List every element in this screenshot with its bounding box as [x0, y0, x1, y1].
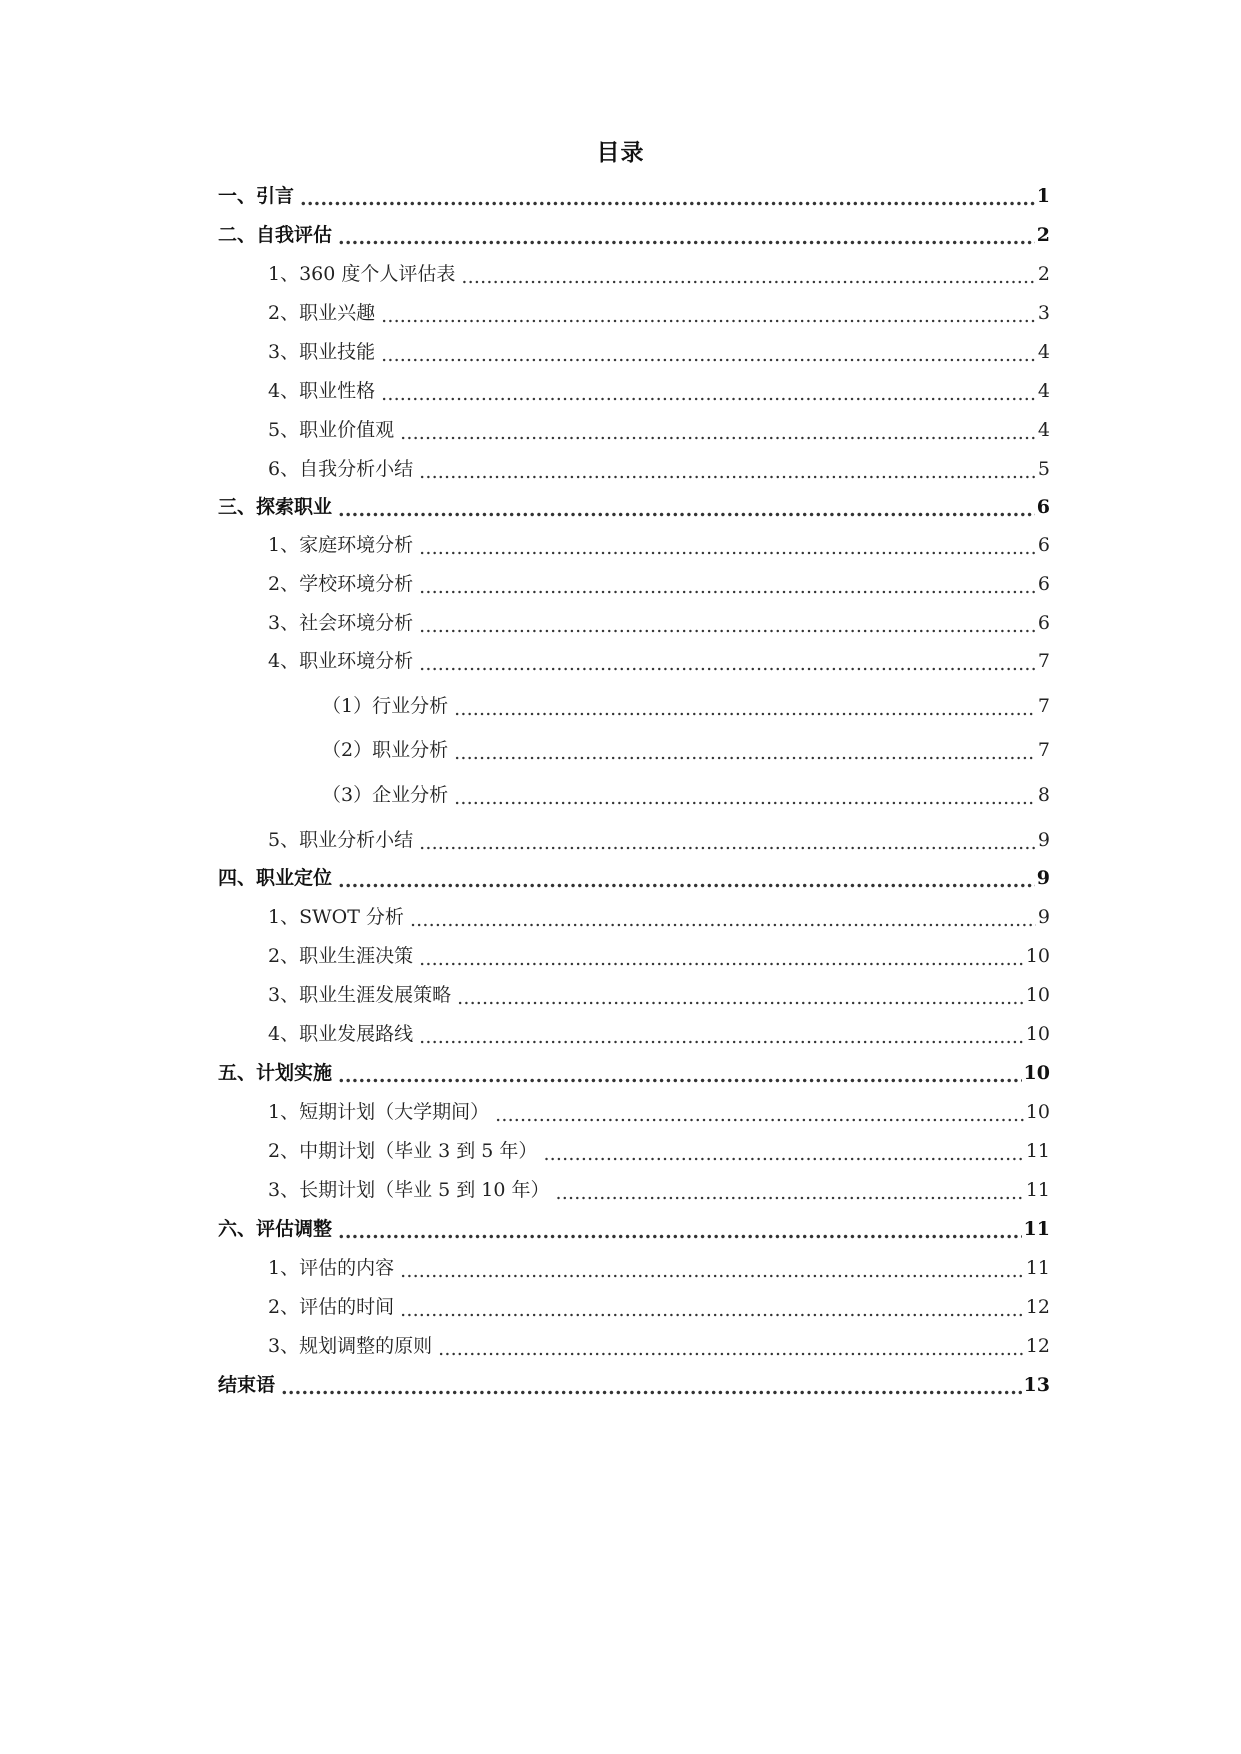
toc-entry[interactable] [268, 527, 1050, 557]
toc-entry-page-number: 12 [1025, 1296, 1050, 1318]
dot-leader [419, 653, 1036, 673]
toc-entry-title: 3、社会环境分析 [268, 612, 414, 634]
toc-entry-page-number: 7 [1037, 695, 1050, 717]
toc-entry-page-number: 9 [1037, 906, 1050, 928]
toc-entry-page-number: 11 [1023, 1218, 1050, 1240]
toc-entry-title: 2、评估的时间 [268, 1296, 395, 1318]
toc-title: 目录 [596, 139, 645, 166]
toc-entry[interactable] [268, 643, 1050, 673]
toc-entry[interactable] [322, 732, 1050, 762]
toc-entry[interactable] [218, 217, 1050, 247]
dot-leader [338, 1221, 1022, 1241]
toc-entry[interactable] [218, 1055, 1050, 1085]
dot-leader [556, 1182, 1024, 1202]
toc-entry-page-number: 12 [1025, 1335, 1050, 1357]
dot-leader [454, 787, 1036, 807]
dot-leader [281, 1377, 1022, 1397]
toc-entry-page-number: 6 [1037, 573, 1050, 595]
toc-entry-title: 1、SWOT 分析 [268, 906, 404, 928]
toc-entry[interactable] [268, 899, 1050, 929]
dot-leader [338, 499, 1035, 519]
toc-entry-title: 结束语 [218, 1374, 276, 1396]
toc-entry[interactable] [218, 489, 1050, 519]
toc-entry-page-number: 10 [1025, 945, 1050, 967]
toc-entry[interactable] [268, 605, 1050, 635]
toc-entry-page-number: 1 [1036, 185, 1050, 207]
toc-entry-page-number: 4 [1037, 341, 1050, 363]
dot-leader [438, 1338, 1024, 1358]
toc-entry-title: 4、职业性格 [268, 380, 376, 402]
toc-entry-title: 二、自我评估 [218, 224, 333, 246]
toc-entry-page-number: 4 [1037, 380, 1050, 402]
toc-entry-page-number: 5 [1037, 458, 1050, 480]
toc-entry-title: 1、评估的内容 [268, 1257, 395, 1279]
toc-entry-page-number: 9 [1037, 829, 1050, 851]
toc-entry[interactable] [218, 1211, 1050, 1241]
toc-entry[interactable] [268, 412, 1050, 442]
toc-entry-title: 3、职业技能 [268, 341, 376, 363]
dot-leader [300, 188, 1035, 208]
toc-entry-page-number: 6 [1037, 534, 1050, 556]
toc-entry-title: 一、引言 [218, 185, 295, 207]
dot-leader [419, 832, 1036, 852]
toc-entry-page-number: 7 [1037, 739, 1050, 761]
toc-entry[interactable] [218, 860, 1050, 890]
toc-entry-page-number: 10 [1025, 984, 1050, 1006]
toc-entry-title: 四、职业定位 [218, 867, 333, 889]
toc-entry[interactable] [268, 566, 1050, 596]
toc-entry-page-number: 11 [1025, 1140, 1050, 1162]
toc-entry-page-number: 2 [1037, 263, 1050, 285]
toc-entry-page-number: 13 [1023, 1374, 1050, 1396]
toc-entry-page-number: 8 [1037, 784, 1050, 806]
dot-leader [419, 576, 1036, 596]
toc-entry-title: （3）企业分析 [322, 784, 449, 806]
toc-entry[interactable] [268, 1328, 1050, 1358]
toc-entry[interactable] [268, 334, 1050, 364]
dot-leader [419, 1026, 1024, 1046]
toc-entry-page-number: 3 [1037, 302, 1050, 324]
dot-leader [419, 537, 1036, 557]
toc-entry[interactable] [268, 938, 1050, 968]
toc-entry-title: 5、职业分析小结 [268, 829, 414, 851]
toc-entry-page-number: 6 [1037, 612, 1050, 634]
dot-leader [338, 1065, 1022, 1085]
toc-entry-title: 六、评估调整 [218, 1218, 333, 1240]
dot-leader [400, 422, 1036, 442]
toc-entry-title: 6、自我分析小结 [268, 458, 414, 480]
dot-leader [338, 870, 1035, 890]
toc-entry-title: 3、规划调整的原则 [268, 1335, 433, 1357]
toc-entry[interactable] [268, 1250, 1050, 1280]
toc-entry-title: 4、职业环境分析 [268, 650, 414, 672]
toc-entry[interactable] [268, 295, 1050, 325]
toc-entry-page-number: 10 [1025, 1023, 1050, 1045]
dot-leader [419, 615, 1036, 635]
dot-leader [381, 305, 1036, 325]
toc-entry-title: 2、学校环境分析 [268, 573, 414, 595]
toc-entry-title: 1、家庭环境分析 [268, 534, 414, 556]
toc-entry[interactable] [268, 1094, 1050, 1124]
dot-leader [454, 742, 1036, 762]
toc-entry[interactable] [268, 1133, 1050, 1163]
toc-entry[interactable] [268, 822, 1050, 852]
toc-entry[interactable] [268, 1289, 1050, 1319]
toc-entry[interactable] [268, 256, 1050, 286]
dot-leader [495, 1104, 1024, 1124]
dot-leader [381, 383, 1036, 403]
toc-entry[interactable] [218, 1367, 1050, 1397]
toc-entry-page-number: 10 [1025, 1101, 1050, 1123]
toc-entry[interactable] [322, 688, 1050, 718]
toc-entry[interactable] [268, 451, 1050, 481]
toc-entry-title: （2）职业分析 [322, 739, 449, 761]
dot-leader [543, 1143, 1023, 1163]
toc-entry[interactable] [268, 1016, 1050, 1046]
toc-entry[interactable] [218, 178, 1050, 208]
dot-leader [400, 1260, 1024, 1280]
toc-entry-page-number: 11 [1025, 1257, 1050, 1279]
dot-leader [457, 987, 1024, 1007]
toc-entry-title: 2、职业兴趣 [268, 302, 376, 324]
toc-entry-page-number: 6 [1036, 496, 1050, 518]
toc-entry-title: 5、职业价值观 [268, 419, 395, 441]
dot-leader [381, 344, 1036, 364]
toc-entry-title: 4、职业发展路线 [268, 1023, 414, 1045]
toc-entry-page-number: 11 [1025, 1179, 1050, 1201]
dot-leader [419, 948, 1024, 968]
toc-entry[interactable] [268, 1172, 1050, 1202]
toc-entry-title: 五、计划实施 [218, 1062, 333, 1084]
toc-entry-page-number: 10 [1023, 1062, 1050, 1084]
toc-entry-title: 三、探索职业 [218, 496, 333, 518]
toc-entry[interactable] [322, 777, 1050, 807]
toc-entry-title: 1、短期计划（大学期间） [268, 1101, 490, 1123]
toc-entry[interactable] [268, 373, 1050, 403]
toc-entry-page-number: 2 [1036, 224, 1050, 246]
dot-leader [419, 461, 1036, 481]
toc-entry-title: 2、职业生涯决策 [268, 945, 414, 967]
toc-entry-title: 1、360 度个人评估表 [268, 263, 456, 285]
dot-leader [461, 266, 1036, 286]
toc-entry-page-number: 9 [1036, 867, 1050, 889]
toc-entry-title: 3、长期计划（毕业 5 到 10 年） [268, 1179, 550, 1201]
dot-leader [410, 909, 1036, 929]
dot-leader [338, 227, 1035, 247]
toc-entry-title: （1）行业分析 [322, 695, 449, 717]
toc-entry-title: 3、职业生涯发展策略 [268, 984, 452, 1006]
toc-entry-title: 2、中期计划（毕业 3 到 5 年） [268, 1140, 538, 1162]
toc-entry[interactable] [268, 977, 1050, 1007]
toc-entry-page-number: 4 [1037, 419, 1050, 441]
toc-entry-page-number: 7 [1037, 650, 1050, 672]
dot-leader [400, 1299, 1024, 1319]
dot-leader [454, 698, 1036, 718]
